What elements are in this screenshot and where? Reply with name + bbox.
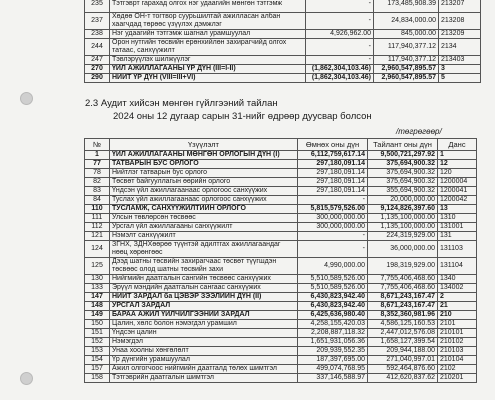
income-statement-table-fragment [84, 0, 481, 83]
cell-name: Нэмэгдэл [110, 338, 298, 347]
cell-curr: 9,500,721,297.92 [368, 151, 438, 160]
table-row [85, 284, 477, 293]
cell-no: 150 [85, 320, 110, 329]
cell-no: 244 [85, 39, 110, 56]
table-row [85, 302, 477, 311]
cell-no: 152 [85, 338, 110, 347]
cell-v2: 117,940,377.12 [374, 56, 439, 65]
cell-curr: 8,352,360,981.96 [368, 311, 438, 320]
cell-name: ЗГНХ, ЗДНХөөрөө түүнтэй адилтгах ажиллагаандаг нөөц хөрөнгөөс [110, 241, 298, 258]
cell-curr: 375,694,900.32 [368, 178, 438, 187]
cell-name: Хөдөө ОН-т тогтвор суурьшилтай ажилласан албан хаагчдад төрөөс үзүүлэх дэмжлэг [110, 13, 306, 30]
cell-name: Улсын төвлөрсөн төсвөөс [110, 214, 298, 223]
section-title: 2.3 Аудит хийсэн мөнгөн гүйлгээний тайлан [85, 98, 278, 109]
cell-v2: 2,960,547,895.57 [374, 65, 439, 74]
cell-curr: 375,694,900.32 [368, 169, 438, 178]
cell-no: 133 [85, 284, 110, 293]
cell-prev: - [298, 196, 368, 205]
cell-no: 111 [85, 214, 110, 223]
col-header-account: Данс [438, 139, 477, 151]
cell-name: ТАТВАРЫН БУС ОРЛОГО [110, 160, 298, 169]
cell-code: 210101 [438, 329, 477, 338]
table-row [85, 293, 477, 302]
cell-no: 158 [85, 374, 110, 383]
cell-v2: 24,834,000.00 [374, 13, 439, 30]
cell-curr: 7,755,406,468.60 [368, 284, 438, 293]
cell-code: 1310 [438, 214, 477, 223]
cell-code: 131 [438, 232, 477, 241]
cell-name: Унаа хоолны хөнгөлөлт [110, 347, 298, 356]
table-row [85, 374, 477, 383]
table-row [85, 365, 477, 374]
cell-v2: 2,960,547,895.57 [374, 74, 439, 83]
table-row [85, 320, 477, 329]
cell-name: БАРАА АЖИЛ ҮЙЛЧИЛГЭЭНИЙ ЗАРДАЛ [110, 311, 298, 320]
cell-v1: - [306, 39, 374, 56]
cell-v1: - [306, 13, 374, 30]
binder-hole [20, 92, 33, 105]
header-row [85, 139, 477, 151]
cell-curr: 375,694,900.32 [368, 160, 438, 169]
cell-name: Үндсэн цалин [110, 329, 298, 338]
cell-v1: - [306, 56, 374, 65]
cell-prev: 4,990,000.00 [298, 258, 368, 275]
cell-name: Цалин, хөлс болон нэмэгдэл урамшил [110, 320, 298, 329]
cell-code: 2 [438, 293, 477, 302]
binder-hole [20, 372, 33, 385]
table-row [85, 196, 477, 205]
table-row [85, 329, 477, 338]
cell-no: 1 [85, 151, 110, 160]
table-row [85, 338, 477, 347]
cell-curr: 4,586,125,160.53 [368, 320, 438, 329]
table-row [85, 74, 481, 83]
cell-code: 213207 [439, 0, 481, 13]
cell-curr: 8,671,243,167.47 [368, 293, 438, 302]
cell-no: 121 [85, 232, 110, 241]
cell-code: 1340 [438, 275, 477, 284]
cell-name: Тэвлэрүүлэх шилжүүлэг [110, 56, 306, 65]
cell-code: 213209 [439, 30, 481, 39]
cell-code: 210 [438, 311, 477, 320]
cell-code: 1200042 [438, 196, 477, 205]
cell-curr: 209,944,188.00 [368, 347, 438, 356]
cell-name: Дээд шатны төсвийн захирагчаас төсвөт түүгшдэн төсвөөс олод шатны төсвийн захи [110, 258, 298, 275]
cell-v1: (1,862,304,103.46) [306, 65, 374, 74]
table-row [85, 160, 477, 169]
cell-no: 235 [85, 0, 110, 13]
cell-no: 125 [85, 258, 110, 275]
cell-code: 120 [438, 169, 477, 178]
cell-name: ҮЙЛ АЖИЛЛАГААНЫ ҮР ДҮН (III=I-II) [110, 65, 306, 74]
table-row [85, 214, 477, 223]
cell-code: 213208 [439, 13, 481, 30]
cell-curr: 20,000,000.00 [368, 196, 438, 205]
cell-no: 153 [85, 347, 110, 356]
cell-v1: - [306, 0, 374, 13]
cell-name: НИЙТ ҮР ДҮН (VIII=III+VI) [110, 74, 306, 83]
table-row [85, 13, 481, 30]
cell-prev: 499,074,768.95 [298, 365, 368, 374]
cell-code: 1200041 [438, 187, 477, 196]
cash-flow-rows [85, 151, 477, 383]
table-row [85, 178, 477, 187]
cell-curr: 592,464,876.60 [368, 365, 438, 374]
cell-prev: 4,258,155,420.03 [298, 320, 368, 329]
income-statement-rows [85, 0, 481, 83]
cell-prev: 5,510,589,526.00 [298, 284, 368, 293]
cell-name: Үр дүнгийн урамшуулал [110, 356, 298, 365]
col-header-current-year: Тайлант оны дүн [368, 139, 438, 151]
cell-no: 77 [85, 160, 110, 169]
table-row [85, 356, 477, 365]
cell-no: 82 [85, 178, 110, 187]
section-subtitle: 2024 оны 12 дугаар сарын 31-нийг өдрөөр дуусвар болсон [113, 111, 372, 122]
cell-curr: 7,755,406,468.60 [368, 275, 438, 284]
cell-curr: 355,694,900.32 [368, 187, 438, 196]
cell-no: 151 [85, 329, 110, 338]
cell-name: Нийгмийн даатгалын сангийн төсвөөс санхүүжих [110, 275, 298, 284]
table-row [85, 223, 477, 232]
cell-prev: 297,180,091.14 [298, 178, 368, 187]
cell-no: 238 [85, 30, 110, 39]
table-row [85, 56, 481, 65]
cell-curr: 198,319,929.00 [368, 258, 438, 275]
cell-curr: 8,671,243,167.47 [368, 302, 438, 311]
cell-code: 131103 [438, 241, 477, 258]
cell-prev: 300,000,000.00 [298, 214, 368, 223]
table-row [85, 347, 477, 356]
cell-name: Орон нутгийн төсвийн ерөнхийлөн захирагчийд олгох татаас, санхүүжилт [110, 39, 306, 56]
cell-prev: 5,815,579,526.00 [298, 205, 368, 214]
cell-code: 2101 [438, 320, 477, 329]
cell-no: 290 [85, 74, 110, 83]
cell-curr: 412,620,837.62 [368, 374, 438, 383]
cell-no: 157 [85, 365, 110, 374]
cell-no: 270 [85, 65, 110, 74]
cell-prev: 187,397,695.00 [298, 356, 368, 365]
cell-curr: 9,124,826,397.60 [368, 205, 438, 214]
cell-prev: 297,180,091.14 [298, 169, 368, 178]
cell-prev: 2,208,887,118.32 [298, 329, 368, 338]
col-header-name: Үзүүлэлт [110, 139, 298, 151]
cell-prev: 5,510,589,526.00 [298, 275, 368, 284]
cell-name: Туслах үйл ажиллагаанаас орлогоос санхүүжих [110, 196, 298, 205]
cell-code: 13 [438, 205, 477, 214]
cell-curr: 271,040,997.01 [368, 356, 438, 365]
cell-curr: 224,319,929.00 [368, 232, 438, 241]
cell-code: 12 [438, 160, 477, 169]
table-row [85, 311, 477, 320]
cell-name: ҮЙЛ АЖИЛЛАГААНЫ МӨНГӨН ОРЛОГЫН ДҮН (I) [110, 151, 298, 160]
cell-no: 149 [85, 311, 110, 320]
cell-prev: 1,651,931,056.36 [298, 338, 368, 347]
cell-name: Төсвөт байгууллагын өөрийн орлого [110, 178, 298, 187]
cell-no: 124 [85, 241, 110, 258]
cell-code: 2102 [438, 365, 477, 374]
cell-no: 247 [85, 56, 110, 65]
table-row [85, 258, 477, 275]
cell-name: НИЙТ ЗАРДАЛ ба ЦЭВЭР ЗЭЭЛИЙН ДҮН (II) [110, 293, 298, 302]
cell-prev: 6,425,636,980.40 [298, 311, 368, 320]
cell-prev: - [298, 241, 368, 258]
table-row [85, 39, 481, 56]
cell-prev: 6,430,823,942.40 [298, 302, 368, 311]
cell-name: УРСГАЛ ЗАРДАЛ [110, 302, 298, 311]
table-row [85, 205, 477, 214]
cell-code: 210102 [438, 338, 477, 347]
cell-no: 110 [85, 205, 110, 214]
table-row [85, 187, 477, 196]
table-row [85, 30, 481, 39]
table-row [85, 241, 477, 258]
cell-curr: 1,135,100,000.00 [368, 214, 438, 223]
cell-no: 237 [85, 13, 110, 30]
col-header-no: № [85, 139, 110, 151]
table-row [85, 0, 481, 13]
cell-name: Нэмэлт санхүүжилт [110, 232, 298, 241]
cell-code: 1200004 [438, 178, 477, 187]
cell-name: Урсгал үйл ажиллагааны санхүүжилт [110, 223, 298, 232]
cell-prev: 209,939,552.35 [298, 347, 368, 356]
cell-code: 210103 [438, 347, 477, 356]
cell-prev: 297,180,091.14 [298, 160, 368, 169]
table-row [85, 232, 477, 241]
cell-v2: 845,000.00 [374, 30, 439, 39]
cell-prev: 337,146,588.97 [298, 374, 368, 383]
currency-unit: /төгрөгөөр/ [396, 127, 442, 136]
cell-curr: 1,658,127,399.54 [368, 338, 438, 347]
cell-code: 21 [438, 302, 477, 311]
cell-prev: 6,430,823,942.40 [298, 293, 368, 302]
cell-curr: 2,447,012,576.08 [368, 329, 438, 338]
cell-prev: 297,180,091.14 [298, 187, 368, 196]
cell-v2: 173,485,908.39 [374, 0, 439, 13]
cell-code: 5 [439, 74, 481, 83]
table-row [85, 65, 481, 74]
cell-curr: 36,000,000.00 [368, 241, 438, 258]
cell-name: Тэтгэврийн даатгалын шимтгэл [110, 374, 298, 383]
cell-prev: 300,000,000.00 [298, 223, 368, 232]
cell-code: 210104 [438, 356, 477, 365]
cell-code: 213403 [439, 56, 481, 65]
cell-name: Тэтгэврт гарахад олгох нэг удаагийн мөнгөн тэтгэмж [110, 0, 306, 13]
cell-v1: 4,926,962.00 [306, 30, 374, 39]
table-row [85, 169, 477, 178]
cell-no: 112 [85, 223, 110, 232]
cell-code: 2134 [439, 39, 481, 56]
cell-no: 148 [85, 302, 110, 311]
table-row [85, 151, 477, 160]
cash-flow-table [84, 138, 477, 383]
cell-code: 1 [438, 151, 477, 160]
cell-v2: 117,940,377.12 [374, 39, 439, 56]
cell-no: 147 [85, 293, 110, 302]
cell-name: Үндсэн үйл ажиллагаанаас орлогоос санхүүжих [110, 187, 298, 196]
cell-name: ТУСЛАМЖ, САНХҮҮЖИЛТИЙН ОРЛОГО [110, 205, 298, 214]
col-header-prev-year: Өмнөх оны дүн [298, 139, 368, 151]
table-row [85, 275, 477, 284]
cell-curr: 1,135,100,000.00 [368, 223, 438, 232]
cell-code: 210201 [438, 374, 477, 383]
cell-v1: (1,862,304,103.46) [306, 74, 374, 83]
cell-code: 131104 [438, 258, 477, 275]
cell-code: 131001 [438, 223, 477, 232]
cell-no: 154 [85, 356, 110, 365]
cell-no: 130 [85, 275, 110, 284]
cell-name: Эрүүл мэндийн даатгалын сангаас санхүүжих [110, 284, 298, 293]
cell-code: 3 [439, 65, 481, 74]
cell-no: 84 [85, 196, 110, 205]
cell-prev: - [298, 232, 368, 241]
cell-prev: 6,112,759,617.14 [298, 151, 368, 160]
cell-name: Нэг удаагийн тэтгэмж шагнал урамшуулал [110, 30, 306, 39]
cell-no: 78 [85, 169, 110, 178]
cell-no: 83 [85, 187, 110, 196]
cell-name: Нийтлэг татварын бус орлого [110, 169, 298, 178]
cell-name: Ажил олгогчоос нийгмийн даатгалд төлөх шимтгэл [110, 365, 298, 374]
cell-code: 134002 [438, 284, 477, 293]
